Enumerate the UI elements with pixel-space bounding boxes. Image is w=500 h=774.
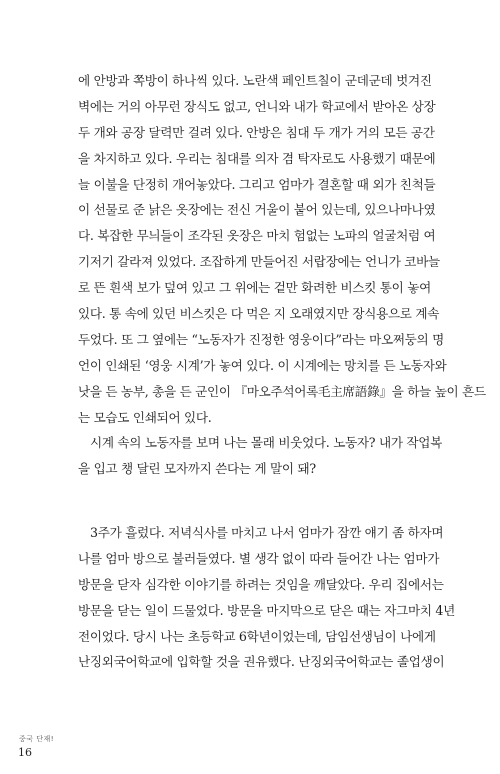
text-line: 두 개와 공장 달력만 걸려 있다. 안방은 침대 두 개가 거의 모든 공간 bbox=[78, 124, 435, 140]
text-line: 다. 복잡한 무늬들이 조각된 옷장은 마치 험없는 노파의 얼굴처럼 여 bbox=[78, 228, 436, 244]
text-line: 두었다. 또 그 옆에는 “노동자가 진정한 영웅이다”라는 마오쩌둥의 명 bbox=[78, 331, 444, 347]
text-line: 3주가 흘렀다. 저녁식사를 마치고 나서 엄마가 잠깐 얘기 좀 하자며 bbox=[90, 525, 444, 540]
text-line: 방문을 닫자 심각한 이야기를 하려는 것임을 깨달았다. 우리 집에서는 bbox=[78, 576, 444, 592]
text-line: 벽에는 거의 아무런 장식도 없고, 언니와 내가 학교에서 받아온 상장 bbox=[78, 98, 436, 114]
paragraph-block-2 bbox=[78, 520, 455, 675]
text-line: 방문을 닫는 일이 드물었다. 방문을 마지막으로 닫은 때는 자그마치 4년 bbox=[78, 602, 455, 618]
text-line: 낫을 든 농부, 총을 든 군인이 『마오주석어록毛主席語錄』을 하늘 높이 흔드 bbox=[78, 383, 486, 399]
text-line: 기저기 갈라져 있었다. 조잡하게 만들어진 서랍장에는 언니가 코바늘 bbox=[78, 254, 440, 270]
text-line: 전이었다. 당시 나는 초등학교 6학년이었는데, 담임선생님이 나에게 bbox=[78, 628, 436, 644]
text-line: 이 선물로 준 낡은 옷장에는 전신 거울이 붙어 있는데, 있으나마나였 bbox=[78, 202, 436, 218]
page-number: 16 bbox=[18, 746, 32, 759]
text-line: 언이 인쇄된 ‘영웅 시계’가 놓여 있다. 이 시계에는 망치를 든 노동자와 bbox=[78, 357, 447, 373]
text-line: 시계 속의 노동자를 보며 나는 몰래 비웃었다. 노동자? 내가 작업복 bbox=[90, 435, 442, 451]
paragraph-block-1 bbox=[78, 68, 486, 482]
text-line: 을 입고 챙 달린 모자까지 쓴다는 게 말이 돼? bbox=[78, 461, 316, 477]
running-title: 중국 단재! bbox=[19, 735, 55, 743]
text-line: 을 차지하고 있다. 우리는 침대를 의자 겸 탁자로도 사용했기 때문에 bbox=[78, 150, 436, 166]
text-line: 에 안방과 쪽방이 하나씩 있다. 노란색 페인트칠이 군데군데 벗겨진 bbox=[78, 73, 432, 88]
text-line: 는 모습도 인쇄되어 있다. bbox=[78, 409, 212, 425]
text-line: 나를 엄마 방으로 불러들였다. 별 생각 없이 따라 들어간 나는 엄마가 bbox=[78, 550, 440, 566]
text-line: 있다. 통 속에 있던 비스킷은 다 먹은 지 오래였지만 장식용으로 계속 bbox=[78, 306, 440, 322]
text-line: 난징외국어학교에 입학할 것을 권유했다. 난징외국어학교는 졸업생이 bbox=[78, 654, 445, 670]
text-line: 로 뜬 흰색 보가 덮여 있고 그 위에는 겉만 화려한 비스킷 통이 놓여 bbox=[78, 280, 431, 296]
text-line: 늘 이불을 단정히 개어놓았다. 그리고 엄마가 결혼할 때 외가 친척들 bbox=[78, 176, 436, 192]
